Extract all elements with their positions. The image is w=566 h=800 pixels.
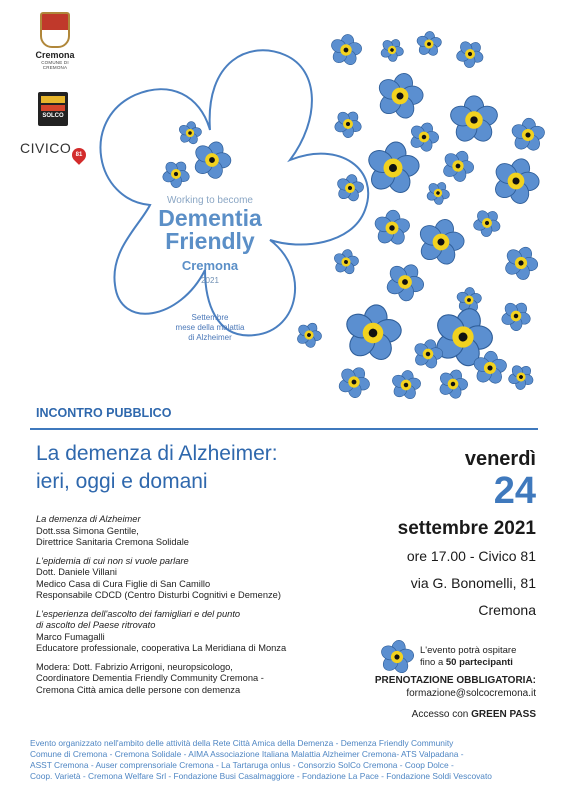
forget-me-not-flower [502, 359, 539, 396]
big-flower-outline [100, 50, 368, 335]
booking-email[interactable]: formazione@solcocremona.it [406, 688, 536, 699]
forget-me-not-flower [450, 34, 490, 74]
forget-me-not-flower [497, 240, 544, 286]
forget-me-not-flower [414, 30, 443, 58]
event-address: via G. Bonomelli, 81 [410, 575, 536, 591]
forget-me-not-flower [484, 151, 547, 212]
capacity-line1: L'evento potrà ospitare [420, 645, 517, 656]
forget-me-not-flower [467, 203, 507, 243]
speakers-list [36, 514, 356, 696]
forget-me-not-flower [421, 177, 454, 210]
booking-label: PRENOTAZIONE OBBLIGATORIA: [374, 675, 536, 686]
forget-me-not-flower [508, 117, 547, 154]
cremona-crest-icon [40, 12, 70, 48]
month-note-line3: di Alzheimer [188, 333, 232, 342]
solco-logo [38, 92, 68, 126]
month-note-line1: Settembre [191, 313, 229, 322]
access-requirement: Accesso con GREEN PASS [411, 709, 536, 720]
forget-me-not-flower [330, 247, 361, 277]
event-time-place: ore 17.00 - Civico 81 [406, 548, 536, 564]
capacity-note [420, 645, 516, 669]
civico81-logo [20, 140, 86, 162]
campaign-city: Cremona [181, 258, 239, 273]
forget-me-not-flower [371, 209, 412, 249]
speaker-line: Marco Fumagalli [36, 631, 105, 642]
moderator-line: Modera: Dott. Fabrizio Arrigoni, neuropsicologo, [36, 661, 233, 672]
forget-me-not-flower [331, 360, 376, 405]
alzheimer-month-note [120, 313, 300, 343]
speaker-topic: L'esperienza dell'ascolto dei famigliari e del punto [36, 608, 241, 619]
speaker-line: Direttrice Sanitaria Cremona Solidale [36, 537, 189, 547]
forget-me-not-flower [338, 300, 408, 368]
speaker-line: Educatore professionale, cooperativa La Meridiana di Monza [36, 643, 287, 653]
speaker-item [36, 609, 356, 655]
civico-logo-text: CIVICO [20, 140, 72, 156]
forget-me-not-icon [380, 640, 414, 674]
civico-logo-number: 81 [75, 152, 83, 158]
month-note-line2: mese della malattia [175, 323, 245, 332]
green-pass-label: GREEN PASS [471, 709, 536, 720]
event-weekday: venerdì [464, 448, 536, 470]
forget-me-not-flower [375, 34, 408, 67]
cremona-municipality-logo [30, 12, 80, 70]
forget-me-not-flower [436, 145, 480, 188]
cremona-logo-name: Cremona [35, 50, 75, 60]
event-kind: INCONTRO PUBBLICO [36, 406, 172, 420]
speaker-line: Dott.ssa Simona Gentile, [36, 525, 139, 536]
forget-me-not-flower [411, 213, 471, 271]
footer-line: ASST Cremona - Auser comprensoriale Cremona - La Tartaruga onlus - Consorzio SolCo Cremona - Coop Dolce - [30, 760, 454, 770]
footer-line: Coop. Varietà - Cremona Welfare Srl - Fondazione Busi Casalmaggiore - Fondazione La Pace - Fondazione Soldi Vescovato [30, 771, 492, 781]
speaker-line: Dott. Daniele Villani [36, 567, 117, 577]
forget-me-not-flower [433, 365, 473, 404]
capacity-line2: fino a 50 partecipanti [420, 657, 513, 668]
forget-me-not-flower [328, 104, 368, 144]
campaign-tagline: Working to become [167, 195, 253, 206]
forget-me-not-flower [404, 118, 444, 157]
forget-me-not-flower [326, 32, 365, 70]
moderator-block [36, 662, 356, 697]
solco-logo-label: SOLCO [42, 113, 64, 119]
speaker-item [36, 556, 356, 602]
event-title-line2: ieri, oggi e domani [36, 470, 208, 493]
moderator-line: Cremona Città amica delle persone con demenza [36, 684, 241, 695]
forget-me-not-flower [448, 96, 500, 145]
section-divider [30, 428, 538, 430]
forget-me-not-flower [494, 295, 537, 338]
location-pin-icon [69, 145, 89, 165]
speaker-line: Medico Casa di Cura Figlie di San Camillo [36, 578, 211, 589]
forget-me-not-flower [370, 67, 430, 125]
event-title [36, 440, 278, 496]
cremona-logo-sub: COMUNE DI CREMONA [41, 60, 69, 70]
forget-me-not-flower [388, 368, 424, 403]
forget-me-not-flower [378, 255, 432, 309]
speaker-item [36, 514, 356, 549]
speaker-topic-cont: di ascolto del Paese ritrovato [36, 620, 156, 630]
footer-organizers [30, 738, 538, 782]
speaker-topic: L'epidemia di cui non si vuole parlare [36, 555, 189, 566]
forget-me-not-flower [380, 640, 414, 674]
footer-line: Comune di Cremona - Cremona Solidale - AIMA Associazione Italiana Malattia Alzheimer Cremona- ATS Valpadana - [30, 749, 464, 759]
moderator-line: Coordinatore Dementia Friendly Community Cremona - [36, 673, 264, 683]
speaker-line: Responsabile CDCD (Centro Disturbi Cognitivi e Demenze) [36, 590, 281, 600]
capacity-count: 50 partecipanti [445, 657, 513, 668]
event-day-number: 24 [493, 470, 536, 512]
speaker-topic: La demenza di Alzheimer [36, 514, 141, 524]
event-month-year: settembre 2021 [397, 518, 536, 539]
booking-info [375, 674, 536, 700]
campaign-title-line1: Dementia [158, 205, 262, 231]
campaign-year: 2021 [201, 276, 219, 285]
footer-line: Evento organizzato nell'ambito delle attività della Rete Città Amica della Demenza - Demenza Friendly Community [30, 738, 454, 748]
campaign-title-line2: Friendly [165, 228, 255, 254]
event-title-line1: La demenza di Alzheimer: [36, 442, 278, 465]
event-city: Cremona [478, 602, 536, 618]
